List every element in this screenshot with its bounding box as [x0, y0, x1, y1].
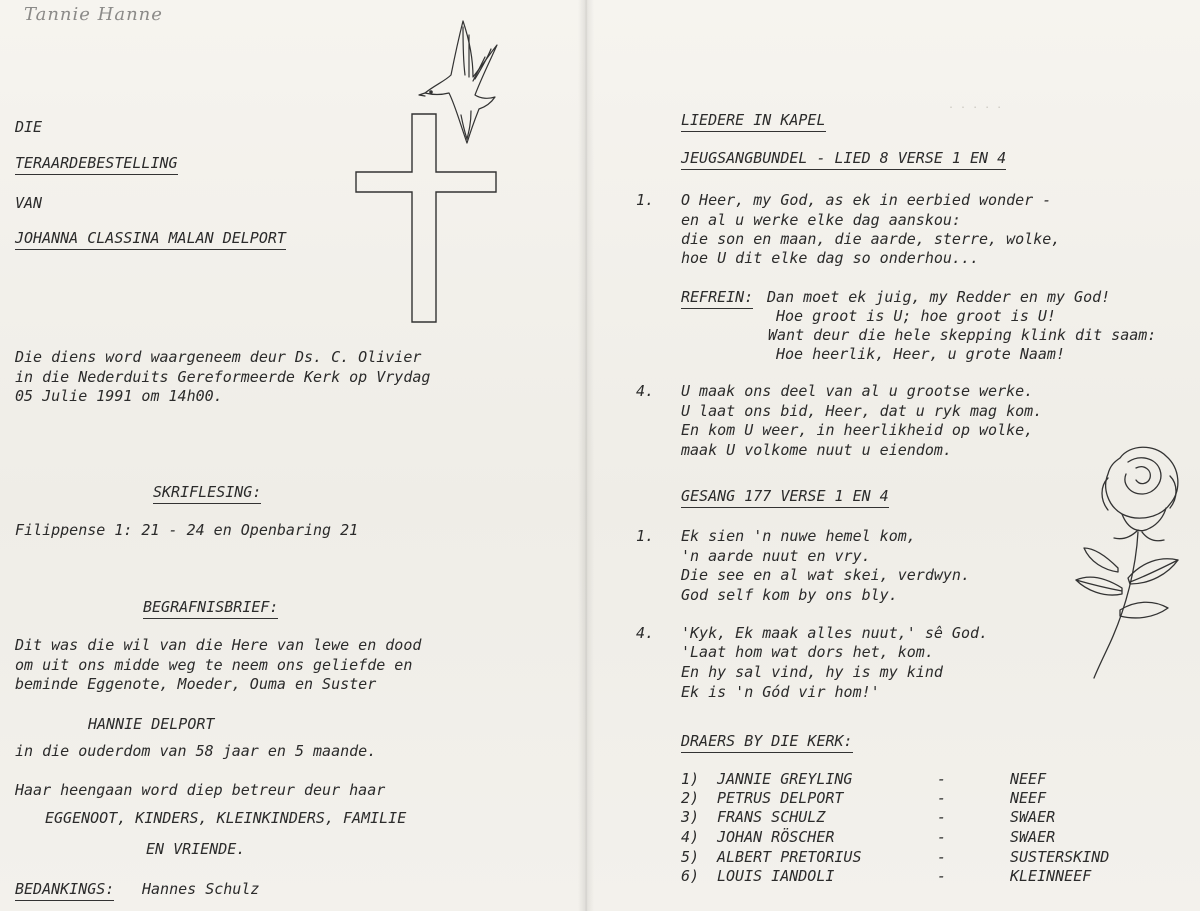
- verse-1-line-4: hoe U dit elke dag so onderhou...: [681, 249, 980, 267]
- deceased-full-name: JOHANNA CLASSINA MALAN DELPORT: [15, 228, 286, 250]
- bearer-dash: -: [937, 808, 947, 826]
- refrein-line-3: Want deur die hele skepping klink dit saam:: [768, 326, 1157, 344]
- bearer-dash: -: [937, 828, 947, 846]
- bearer-number: 2): [681, 789, 700, 807]
- bleed-through-text: . . . . .: [948, 100, 1003, 111]
- gesang-verse-1-line-4: God self kom by ons bly.: [681, 586, 898, 604]
- gesang-verse-4-line-1: 'Kyk, Ek maak alles nuut,' sê God.: [681, 624, 989, 642]
- refrein-line-2: Hoe groot is U; hoe groot is U!: [776, 307, 1056, 325]
- jeugsang-heading: JEUGSANGBUNDEL - LIED 8 VERSE 1 EN 4: [681, 148, 1006, 170]
- gesang-verse-4-number: 4.: [636, 624, 655, 642]
- verse-1-line-2: en al u werke elke dag aanskou:: [681, 211, 961, 229]
- bearer-relation: NEEF: [1010, 770, 1047, 788]
- bearer-name: ALBERT PRETORIUS: [717, 848, 862, 866]
- service-line-2: in die Nederduits Gereformeerde Kerk op Vrydag: [15, 368, 431, 386]
- bearer-relation: SWAER: [1010, 808, 1056, 826]
- skriflesing-text: Filippense 1: 21 - 24 en Openbaring 21: [15, 521, 359, 539]
- liedere-heading: LIEDERE IN KAPEL: [681, 110, 826, 132]
- begrafnisbrief-heading: BEGRAFNISBRIEF:: [143, 597, 278, 619]
- gesang-verse-4-line-4: Ek is 'n Gód vir hom!': [681, 683, 880, 701]
- page-fold: [578, 0, 594, 911]
- age-line: in die ouderdom van 58 jaar en 5 maande.: [15, 742, 377, 760]
- bearer-number: 6): [681, 867, 700, 885]
- verse-4-line-1: U maak ons deel van al u grootse werke.: [681, 382, 1034, 400]
- verse-4-line-4: maak U volkome nuut u eiendom.: [681, 441, 952, 459]
- refrein-line-4: Hoe heerlik, Heer, u grote Naam!: [776, 345, 1065, 363]
- refrein-label: REFREIN:: [681, 287, 753, 309]
- bearer-number: 4): [681, 828, 700, 846]
- bearer-relation: NEEF: [1010, 789, 1047, 807]
- verse-1-line-1: O Heer, my God, as ek in eerbied wonder -: [681, 191, 1052, 209]
- bearer-dash: -: [937, 770, 947, 788]
- draers-heading: DRAERS BY DIE KERK:: [681, 731, 853, 753]
- bedankings-label: BEDANKINGS:: [15, 879, 114, 901]
- bearer-relation: KLEINNEEF: [1010, 867, 1092, 885]
- bearer-number: 3): [681, 808, 700, 826]
- mourn-line: Haar heengaan word diep betreur deur haar: [15, 781, 386, 799]
- cross-icon: [350, 110, 502, 325]
- family-line-2: EN VRIENDE.: [146, 840, 246, 858]
- gesang-verse-1-line-2: 'n aarde nuut en vry.: [681, 547, 871, 565]
- bearer-number: 1): [681, 770, 700, 788]
- rose-icon: [1050, 438, 1195, 683]
- gesang-verse-1-line-1: Ek sien 'n nuwe hemel kom,: [681, 527, 916, 545]
- bearer-dash: -: [937, 867, 947, 885]
- verse-1-number: 1.: [636, 191, 655, 209]
- bearer-number: 5): [681, 848, 700, 866]
- verse-1-line-3: die son en maan, die aarde, sterre, wolke,: [681, 230, 1061, 248]
- brief-line-3: beminde Eggenote, Moeder, Ouma en Suster: [15, 675, 377, 693]
- handwritten-note: Tannie Hanne: [24, 4, 163, 25]
- service-line-1: Die diens word waargeneem deur Ds. C. Olivier: [15, 348, 422, 366]
- skriflesing-heading: SKRIFLESING:: [153, 482, 261, 504]
- family-line-1: EGGENOOT, KINDERS, KLEINKINDERS, FAMILIE: [45, 809, 407, 827]
- verse-4-line-3: En kom U weer, in heerlikheid op wolke,: [681, 421, 1034, 439]
- brief-line-1: Dit was die wil van die Here van lewe en dood: [15, 636, 422, 654]
- bearer-name: PETRUS DELPORT: [717, 789, 844, 807]
- brief-line-2: om uit ons midde weg te neem ons geliefde en: [15, 656, 413, 674]
- bearer-name: LOUIS IANDOLI: [717, 867, 835, 885]
- bedankings-name: Hannes Schulz: [142, 880, 260, 898]
- verse-4-number: 4.: [636, 382, 655, 400]
- van-heading: VAN: [15, 194, 43, 212]
- service-line-3: 05 Julie 1991 om 14h00.: [15, 387, 223, 405]
- gesang-heading: GESANG 177 VERSE 1 EN 4: [681, 486, 889, 508]
- die-heading: DIE: [15, 118, 43, 136]
- bearer-name: JANNIE GREYLING: [717, 770, 853, 788]
- refrein-line-1: Dan moet ek juig, my Redder en my God!: [767, 288, 1111, 306]
- gesang-verse-1-number: 1.: [636, 527, 655, 545]
- bearer-name: FRANS SCHULZ: [717, 808, 826, 826]
- gesang-verse-4-line-3: En hy sal vind, hy is my kind: [681, 663, 943, 681]
- bearer-dash: -: [937, 848, 947, 866]
- hannie-name: HANNIE DELPORT: [88, 715, 215, 733]
- verse-4-line-2: U laat ons bid, Heer, dat u ryk mag kom.: [681, 402, 1043, 420]
- bearer-relation: SUSTERSKIND: [1010, 848, 1110, 866]
- gesang-verse-4-line-2: 'Laat hom wat dors het, kom.: [681, 643, 934, 661]
- bearer-dash: -: [937, 789, 947, 807]
- gesang-verse-1-line-3: Die see en al wat skei, verdwyn.: [681, 566, 970, 584]
- bearer-relation: SWAER: [1010, 828, 1056, 846]
- teraardebestelling-heading: TERAARDEBESTELLING: [15, 153, 178, 175]
- bearer-name: JOHAN RÖSCHER: [717, 828, 835, 846]
